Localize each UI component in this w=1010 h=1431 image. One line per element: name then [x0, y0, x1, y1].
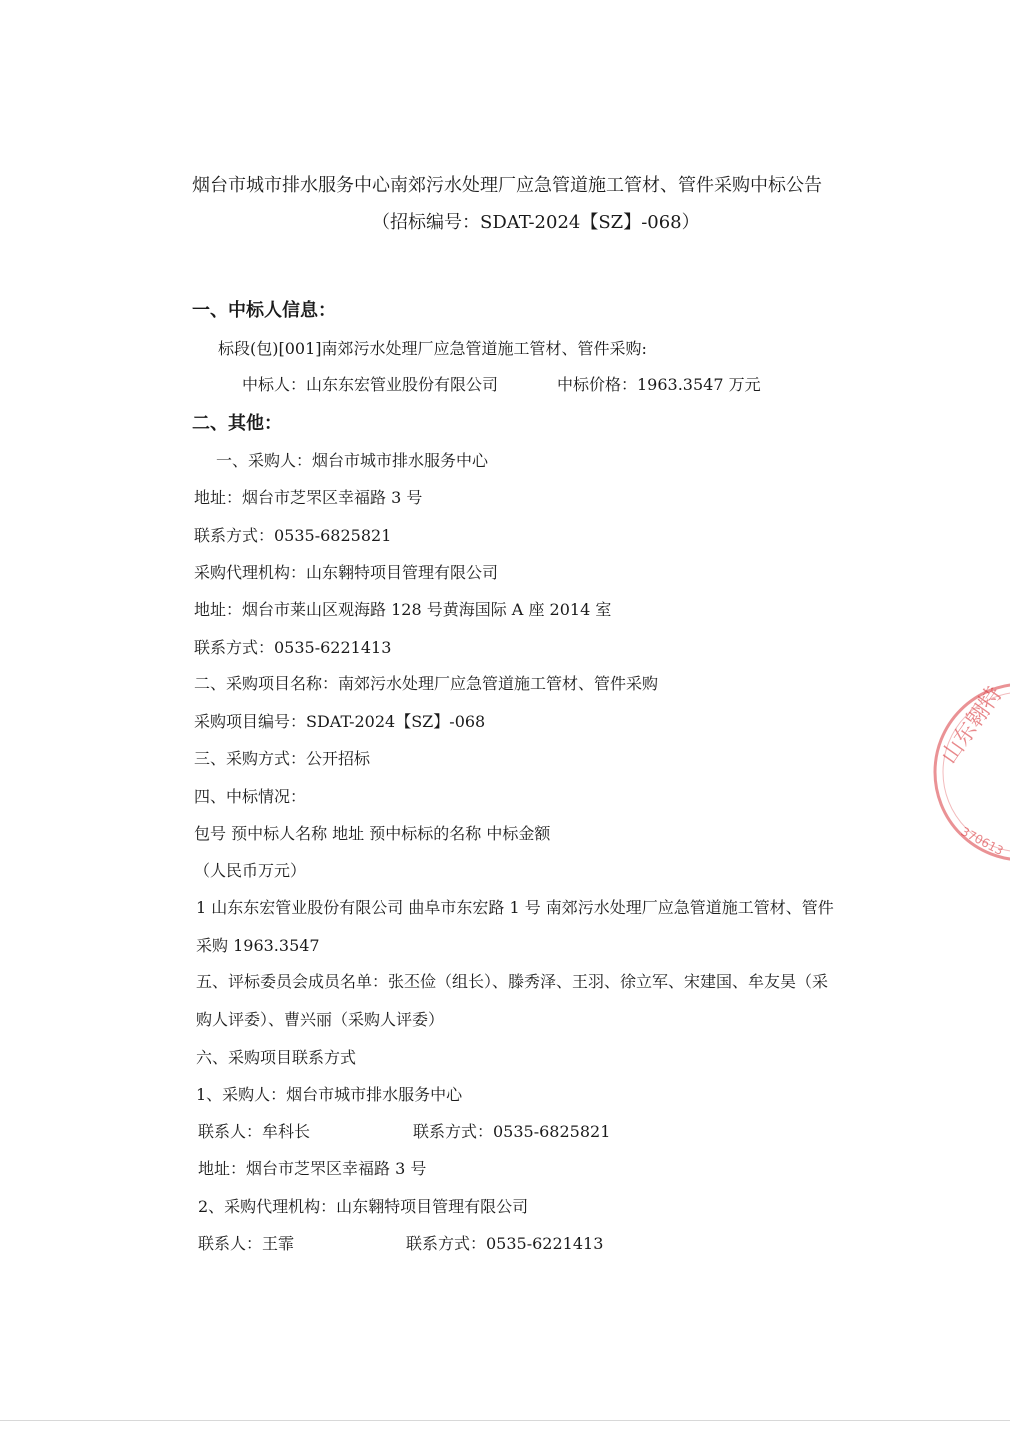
winner-name: 中标人：山东东宏管业股份有限公司	[242, 375, 499, 394]
company-seal-stamp	[928, 672, 1010, 872]
contact1-phone: 联系方式：0535-6825821	[413, 1122, 611, 1141]
contact1-name: 联系人：牟科长	[198, 1122, 311, 1141]
agency-phone: 联系方式：0535-6221413	[194, 638, 392, 657]
seal-text-top: 山东翱特	[936, 682, 1008, 769]
agency-address: 地址：烟台市莱山区观海路 128 号黄海国际 A 座 2014 室	[194, 600, 612, 619]
lot-description: 标段(包)[001]南郊污水处理厂应急管道施工管材、管件采购:	[218, 339, 647, 358]
section-heading-winner-info: 一、中标人信息：	[192, 300, 336, 321]
project-name: 二、采购项目名称：南郊污水处理厂应急管道施工管材、管件采购	[194, 674, 659, 693]
committee-members-cont: 购人评委）、曹兴丽（采购人评委）	[196, 1010, 445, 1029]
contact2-name: 联系人：王霏	[198, 1234, 295, 1253]
page-bottom-edge	[0, 1420, 1010, 1421]
contact-agency: 2、采购代理机构：山东翱特项目管理有限公司	[198, 1197, 529, 1216]
winning-price: 中标价格：1963.3547 万元	[557, 375, 761, 394]
seal-text-code: 370613	[958, 824, 1006, 859]
award-table-header: 包号 预中标人名称 地址 预中标标的名称 中标金额	[194, 824, 551, 843]
contact-purchaser: 1、采购人：烟台市城市排水服务中心	[196, 1085, 463, 1104]
document-title: 烟台市城市排水服务中心南郊污水处理厂应急管道施工管材、管件采购中标公告	[192, 175, 822, 196]
award-table-row: 1 山东东宏管业股份有限公司 曲阜市东宏路 1 号 南郊污水处理厂应急管道施工管材、管件	[196, 898, 834, 917]
award-table-unit: （人民币万元）	[194, 861, 307, 880]
contact-heading: 六、采购项目联系方式	[196, 1048, 357, 1067]
project-number: 采购项目编号：SDAT-2024【SZ】-068	[194, 712, 486, 731]
section-heading-other: 二、其他：	[192, 413, 282, 434]
purchaser-phone: 联系方式：0535-6825821	[194, 526, 392, 545]
contact1-address: 地址：烟台市芝罘区幸福路 3 号	[198, 1159, 427, 1178]
award-table-row-cont: 采购 1963.3547	[196, 936, 320, 955]
purchaser-line: 一、采购人：烟台市城市排水服务中心	[216, 451, 489, 470]
contact2-phone: 联系方式：0535-6221413	[406, 1234, 604, 1253]
award-status-heading: 四、中标情况：	[194, 787, 307, 806]
agency-line: 采购代理机构：山东翱特项目管理有限公司	[194, 563, 499, 582]
purchaser-address: 地址：烟台市芝罘区幸福路 3 号	[194, 488, 423, 507]
committee-members: 五、评标委员会成员名单：张丕俭（组长）、滕秀泽、王羽、徐立军、宋建国、牟友昊（采	[196, 972, 829, 991]
tender-number: （招标编号：SDAT-2024【SZ】-068）	[372, 212, 700, 233]
procurement-method: 三、采购方式：公开招标	[194, 749, 371, 768]
